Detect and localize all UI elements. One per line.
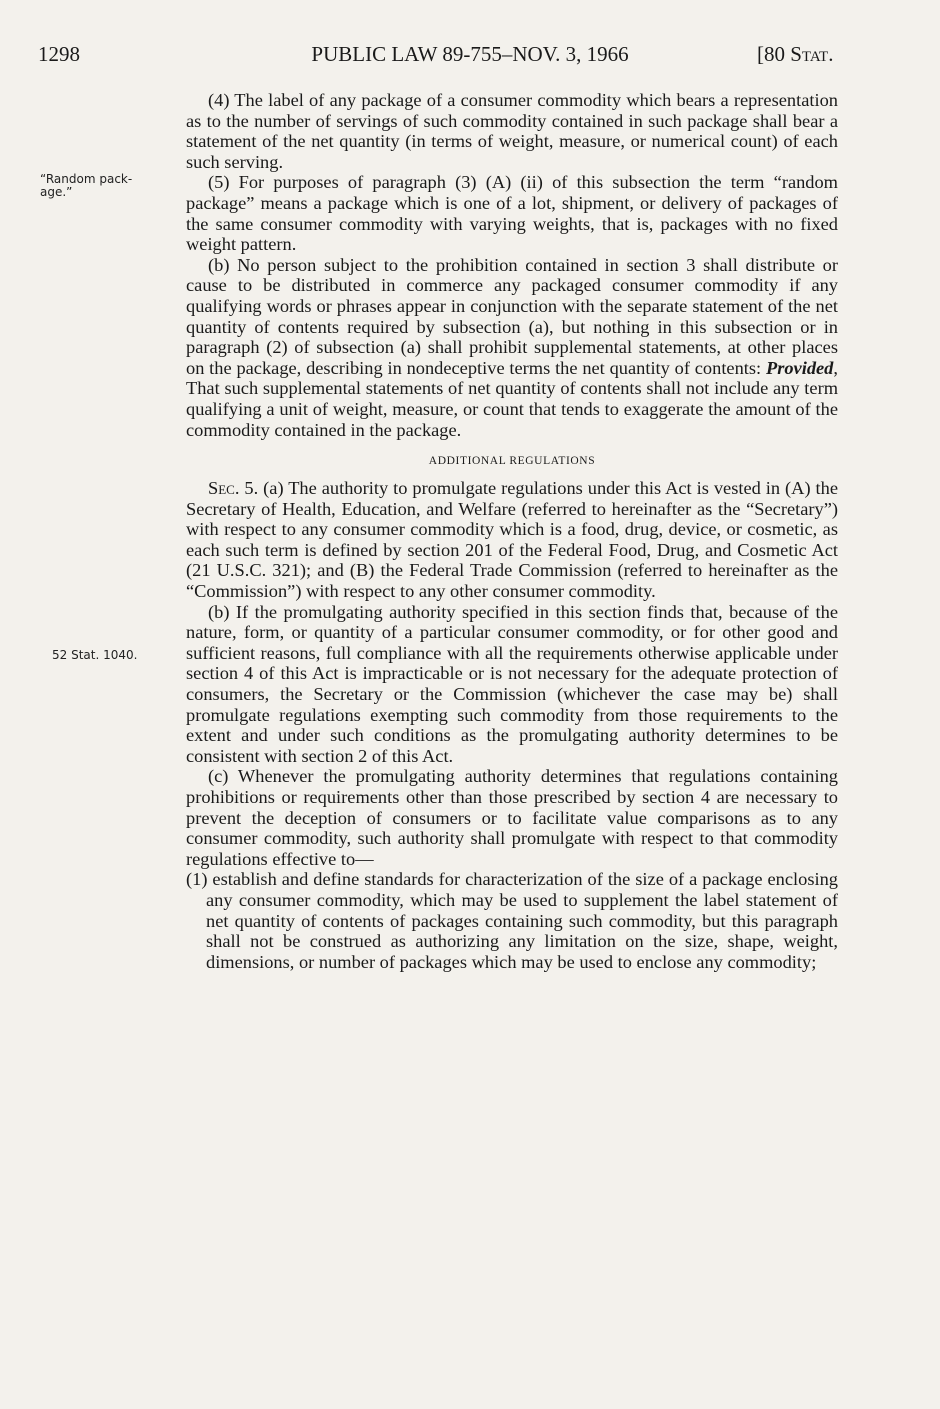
section-5a [186, 478, 838, 602]
section-5c: (c) Whenever the promulgating authority determines that regulations containing prohibitions or requirements other than those prescribed by section 4 are necessary to prevent the deception of consumers or to facilitate value comparisons as to any consumer commodity, such authority shall promulgate with respect to that commodity regulations effective to— [186, 766, 838, 869]
section-5-label: Sec. 5. [208, 478, 259, 499]
volume-suffix: Stat. [790, 42, 834, 66]
paragraph-b-text-2: , That such supplemental statements of net quantity of contents shall not include any term qualifying a unit of weight, measure, or count that tends to exaggerate the amount of the commodity contained in the package. [186, 357, 838, 440]
paragraph-4: (4) The label of any package of a consumer commodity which bears a representation as to the number of servings of such commodity contained in such package shall bear a statement of the net quantity (in terms of weight, measure, or numerical count) of each such serving. [186, 90, 838, 172]
volume-prefix: [80 [757, 42, 785, 66]
paragraph-5: (5) For purposes of paragraph (3) (A) (ii) of this subsection the term “random package” means a package which is one of a lot, shipment, or delivery of packages of the same consumer commodity with varying weights, that is, packages with no fixed weight pattern. [186, 172, 838, 255]
page-header [0, 42, 940, 72]
section-5b: (b) If the promulgating authority specified in this section finds that, because of the nature, form, or quantity of a particular consumer commodity, or for other good and sufficient reasons, full compliance with all the requirements otherwise applicable under section 4 of this Act is impracticable or is not necessary for the adequate protection of consumers, the Secretary or the Commission (whichever the case may be) shall promulgate regulations exempting such commodity from those requirements to the extent and under such conditions as the promulgating authority determines to be consistent with section 2 of this Act. [186, 601, 838, 766]
volume-reference [757, 42, 833, 67]
provided-term: Provided [765, 357, 834, 378]
section-heading: ADDITIONAL REGULATIONS [428, 455, 596, 468]
running-head: PUBLIC LAW 89-755–NOV. 3, 1966 [311, 42, 629, 66]
paragraph-b [186, 255, 838, 440]
section-5a-text: (a) The authority to promulgate regulations under this Act is vested in (A) the Secretary of Health, Education, and Welfare (referred to hereinafter as the “Secretary”) with respect to any consumer commodity which is a food, drug, device, or cosmetic, as each such term is defined by section 201 of the Federal Food, Drug, and Cosmetic Act (21 U.S.C. 321); and (B) the Federal Trade Commission (referred to hereinafter as the “Commission”) with respect to any other consumer commodity. [186, 478, 839, 602]
body-text [186, 90, 838, 972]
section-5c-1: (1) establish and define standards for characterization of the size of a package enclosing any consumer commodity, which may be used to supplement the label statement of net quantity of contents of packages containing such commodity, but this paragraph shall not be construed as authorizing any limitation on the size, shape, weight, dimensions, or number of packages which may be used to enclose any commodity; [186, 869, 838, 972]
page-number: 1298 [38, 42, 80, 66]
margin-note-random-package: “Random pack- age.” [40, 172, 133, 199]
paragraph-b-text-1: (b) No person subject to the prohibition contained in section 3 shall distribute or cause to be distributed in commerce any packaged consumer commodity if any qualifying words or phrases appear in conjunction with the separate statement of the net quantity of contents required by subsection (a), but nothing in this subsection or in paragraph (2) of subsection (a) shall prohibit supplemental statements, at other places on the package, describing in nondeceptive terms the net quantity of contents: [186, 254, 838, 378]
margin-note-stat-reference: 52 Stat. 1040. [52, 648, 138, 662]
